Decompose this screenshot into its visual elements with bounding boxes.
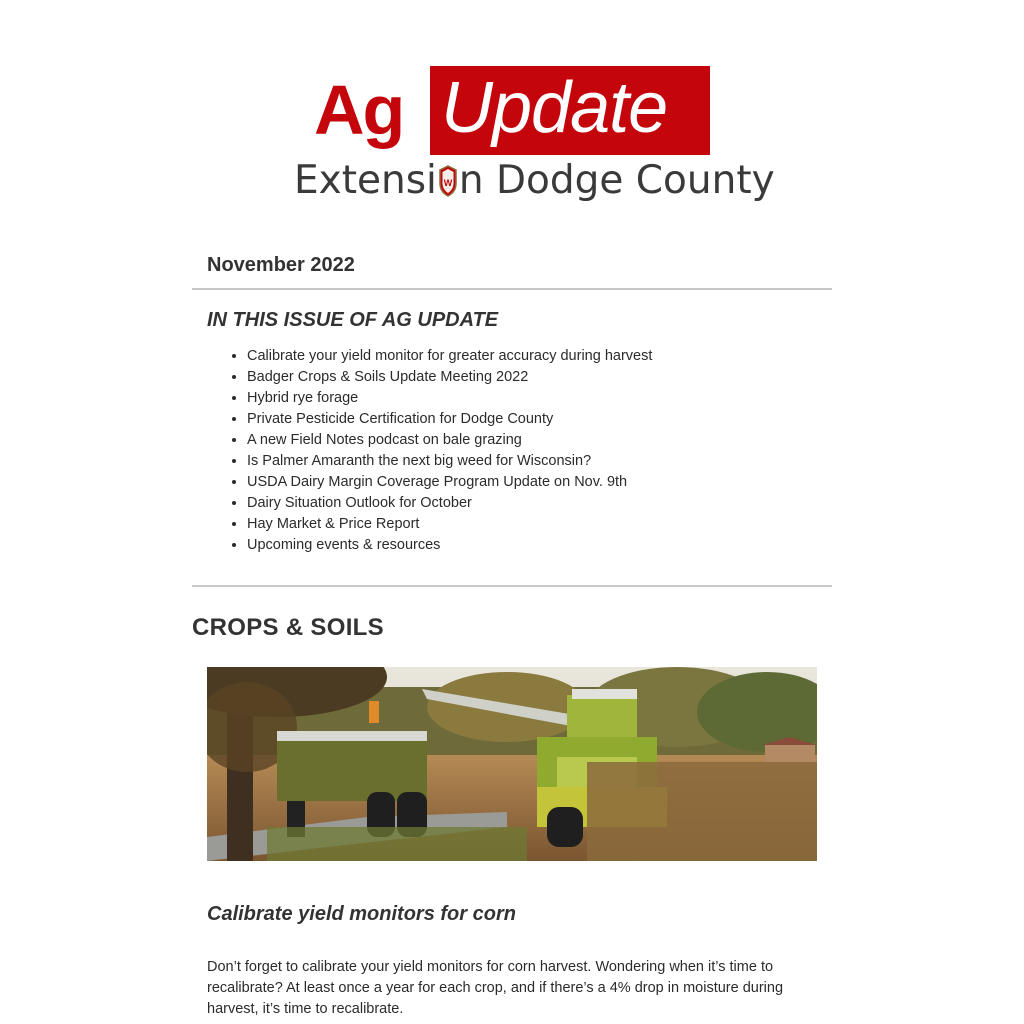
issue-contents-list	[207, 346, 652, 556]
issue-date: November 2022	[207, 254, 355, 276]
harvest-photo-illustration	[207, 667, 817, 861]
toc-item: • A new Field Notes podcast on bale grazing	[247, 430, 652, 451]
divider	[192, 585, 832, 587]
toc-item: • Calibrate your yield monitor for greater accuracy during harvest	[247, 346, 652, 367]
logo-update-text: Update	[441, 68, 668, 148]
uw-crest-icon	[438, 165, 458, 197]
divider	[192, 288, 832, 290]
article-title: Calibrate yield monitors for corn	[207, 903, 516, 925]
logo-subtitle-start: Extensi	[294, 158, 437, 203]
toc-item: • Is Palmer Amaranth the next big weed for Wisconsin?	[247, 451, 652, 472]
toc-item: • Hay Market & Price Report	[247, 514, 652, 535]
logo-ag-text: Ag	[314, 71, 404, 149]
svg-text:W: W	[443, 178, 453, 188]
in-this-issue-heading: IN THIS ISSUE OF AG UPDATE	[207, 309, 499, 331]
article-body: Don’t forget to calibrate your yield monitors for corn harvest. Wondering when it’s time to recalibrate? At least once a year for each crop, and if there’s a 4% drop in moisture during harvest, it’s time to recalibrate.	[207, 959, 784, 1017]
ag-update-logo	[0, 0, 1024, 230]
section-heading-crops-soils: CROPS & SOILS	[192, 614, 384, 641]
toc-item: • USDA Dairy Margin Coverage Program Update on Nov. 9th	[247, 472, 652, 493]
logo-subtitle-end: n Dodge County	[458, 158, 775, 203]
harvest-photo	[207, 667, 817, 861]
logo-subtitle	[294, 155, 775, 207]
toc-item: • Hybrid rye forage	[247, 388, 652, 409]
toc-item: • Dairy Situation Outlook for October	[247, 493, 652, 514]
toc-item: • Private Pesticide Certification for Dodge County	[247, 409, 652, 430]
toc-item: • Upcoming events & resources	[247, 535, 652, 556]
toc-item: • Badger Crops & Soils Update Meeting 2022	[247, 367, 652, 388]
